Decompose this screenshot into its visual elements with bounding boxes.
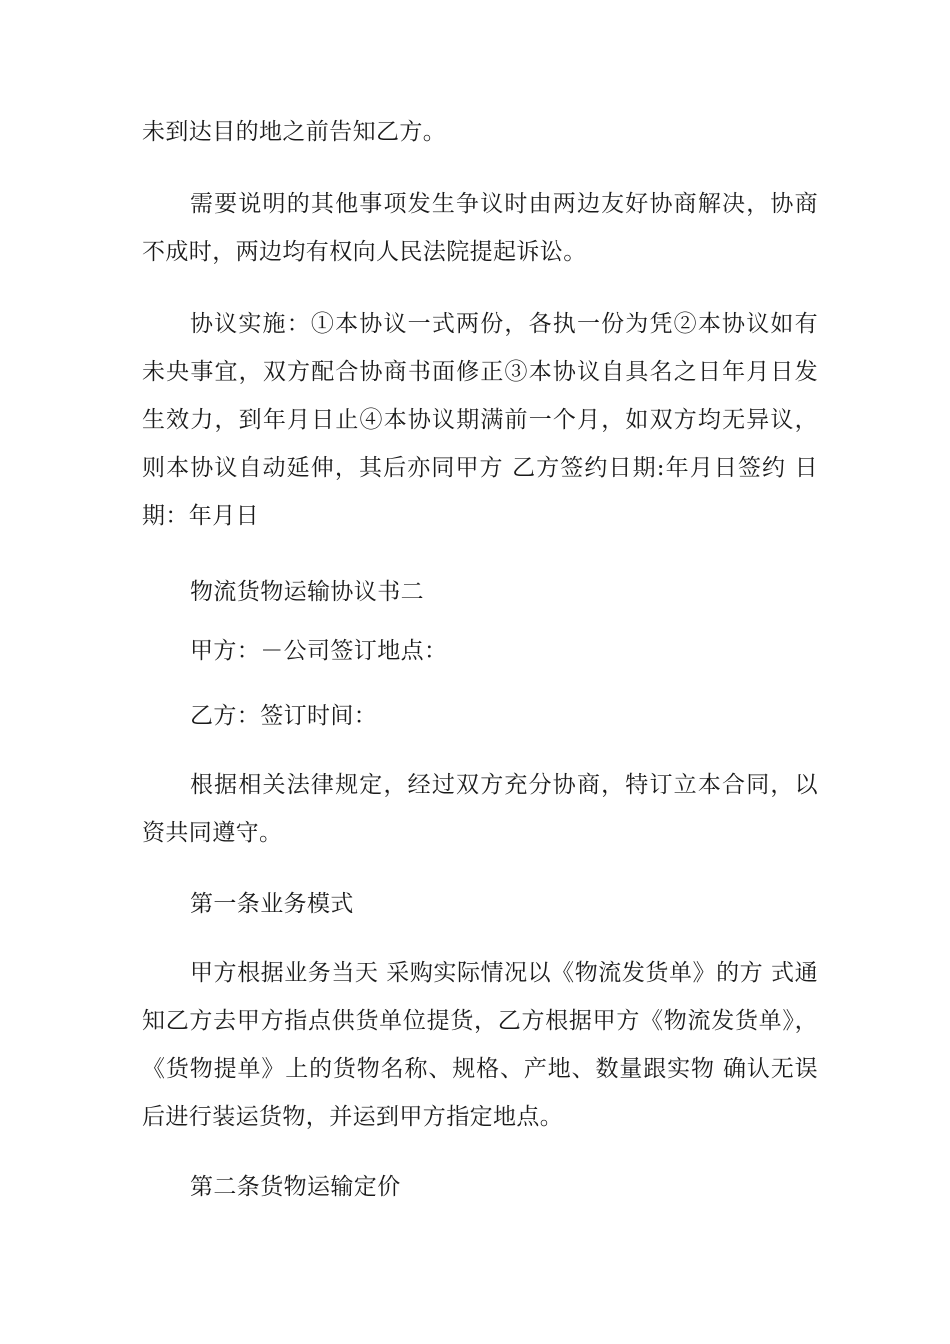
article-two-heading: 第二条货物运输定价 bbox=[190, 1174, 401, 1200]
paragraph-notify-party-b: 未到达目的地之前告知乙方。 bbox=[142, 119, 447, 145]
section-title-agreement-two: 物流货物运输协议书二 bbox=[190, 579, 424, 605]
article-one-heading: 第一条业务模式 bbox=[190, 891, 354, 917]
paragraph-contract-preamble: 根据相关法律规定，经过双方充分协商，特订立本合同，以资共同遵守。 bbox=[142, 772, 818, 846]
paragraph-dispute-resolution: 需要说明的其他事项发生争议时由两边友好协商解决，协商不成时，两边均有权向人民法院提起诉讼。 bbox=[142, 191, 818, 265]
paragraph-agreement-implementation: 协议实施：①本协议一式两份，各执一份为凭②本协议如有未央事宜，双方配合协商书面修正③本协议自具名之日年月日发生效力，到年月日止④本协议期满前一个月，如双方均无异议，则本协议自动延伸，其后亦同甲方 乙方签约日期:年月日签约 日期：年月日 bbox=[142, 311, 818, 529]
party-b-line: 乙方：签订时间： bbox=[190, 703, 378, 729]
party-a-line: 甲方：－公司签订地点： bbox=[190, 638, 448, 664]
paragraph-business-mode: 甲方根据业务当天 采购实际情况以《物流发货单》的方 式通知乙方去甲方指点供货单位提货，乙方根据甲方《物流发货单》，《货物提单》上的货物名称、规格、产地、数量跟实物 确认无误后进行装运货物，并运到甲方指定地点。 bbox=[142, 960, 818, 1130]
